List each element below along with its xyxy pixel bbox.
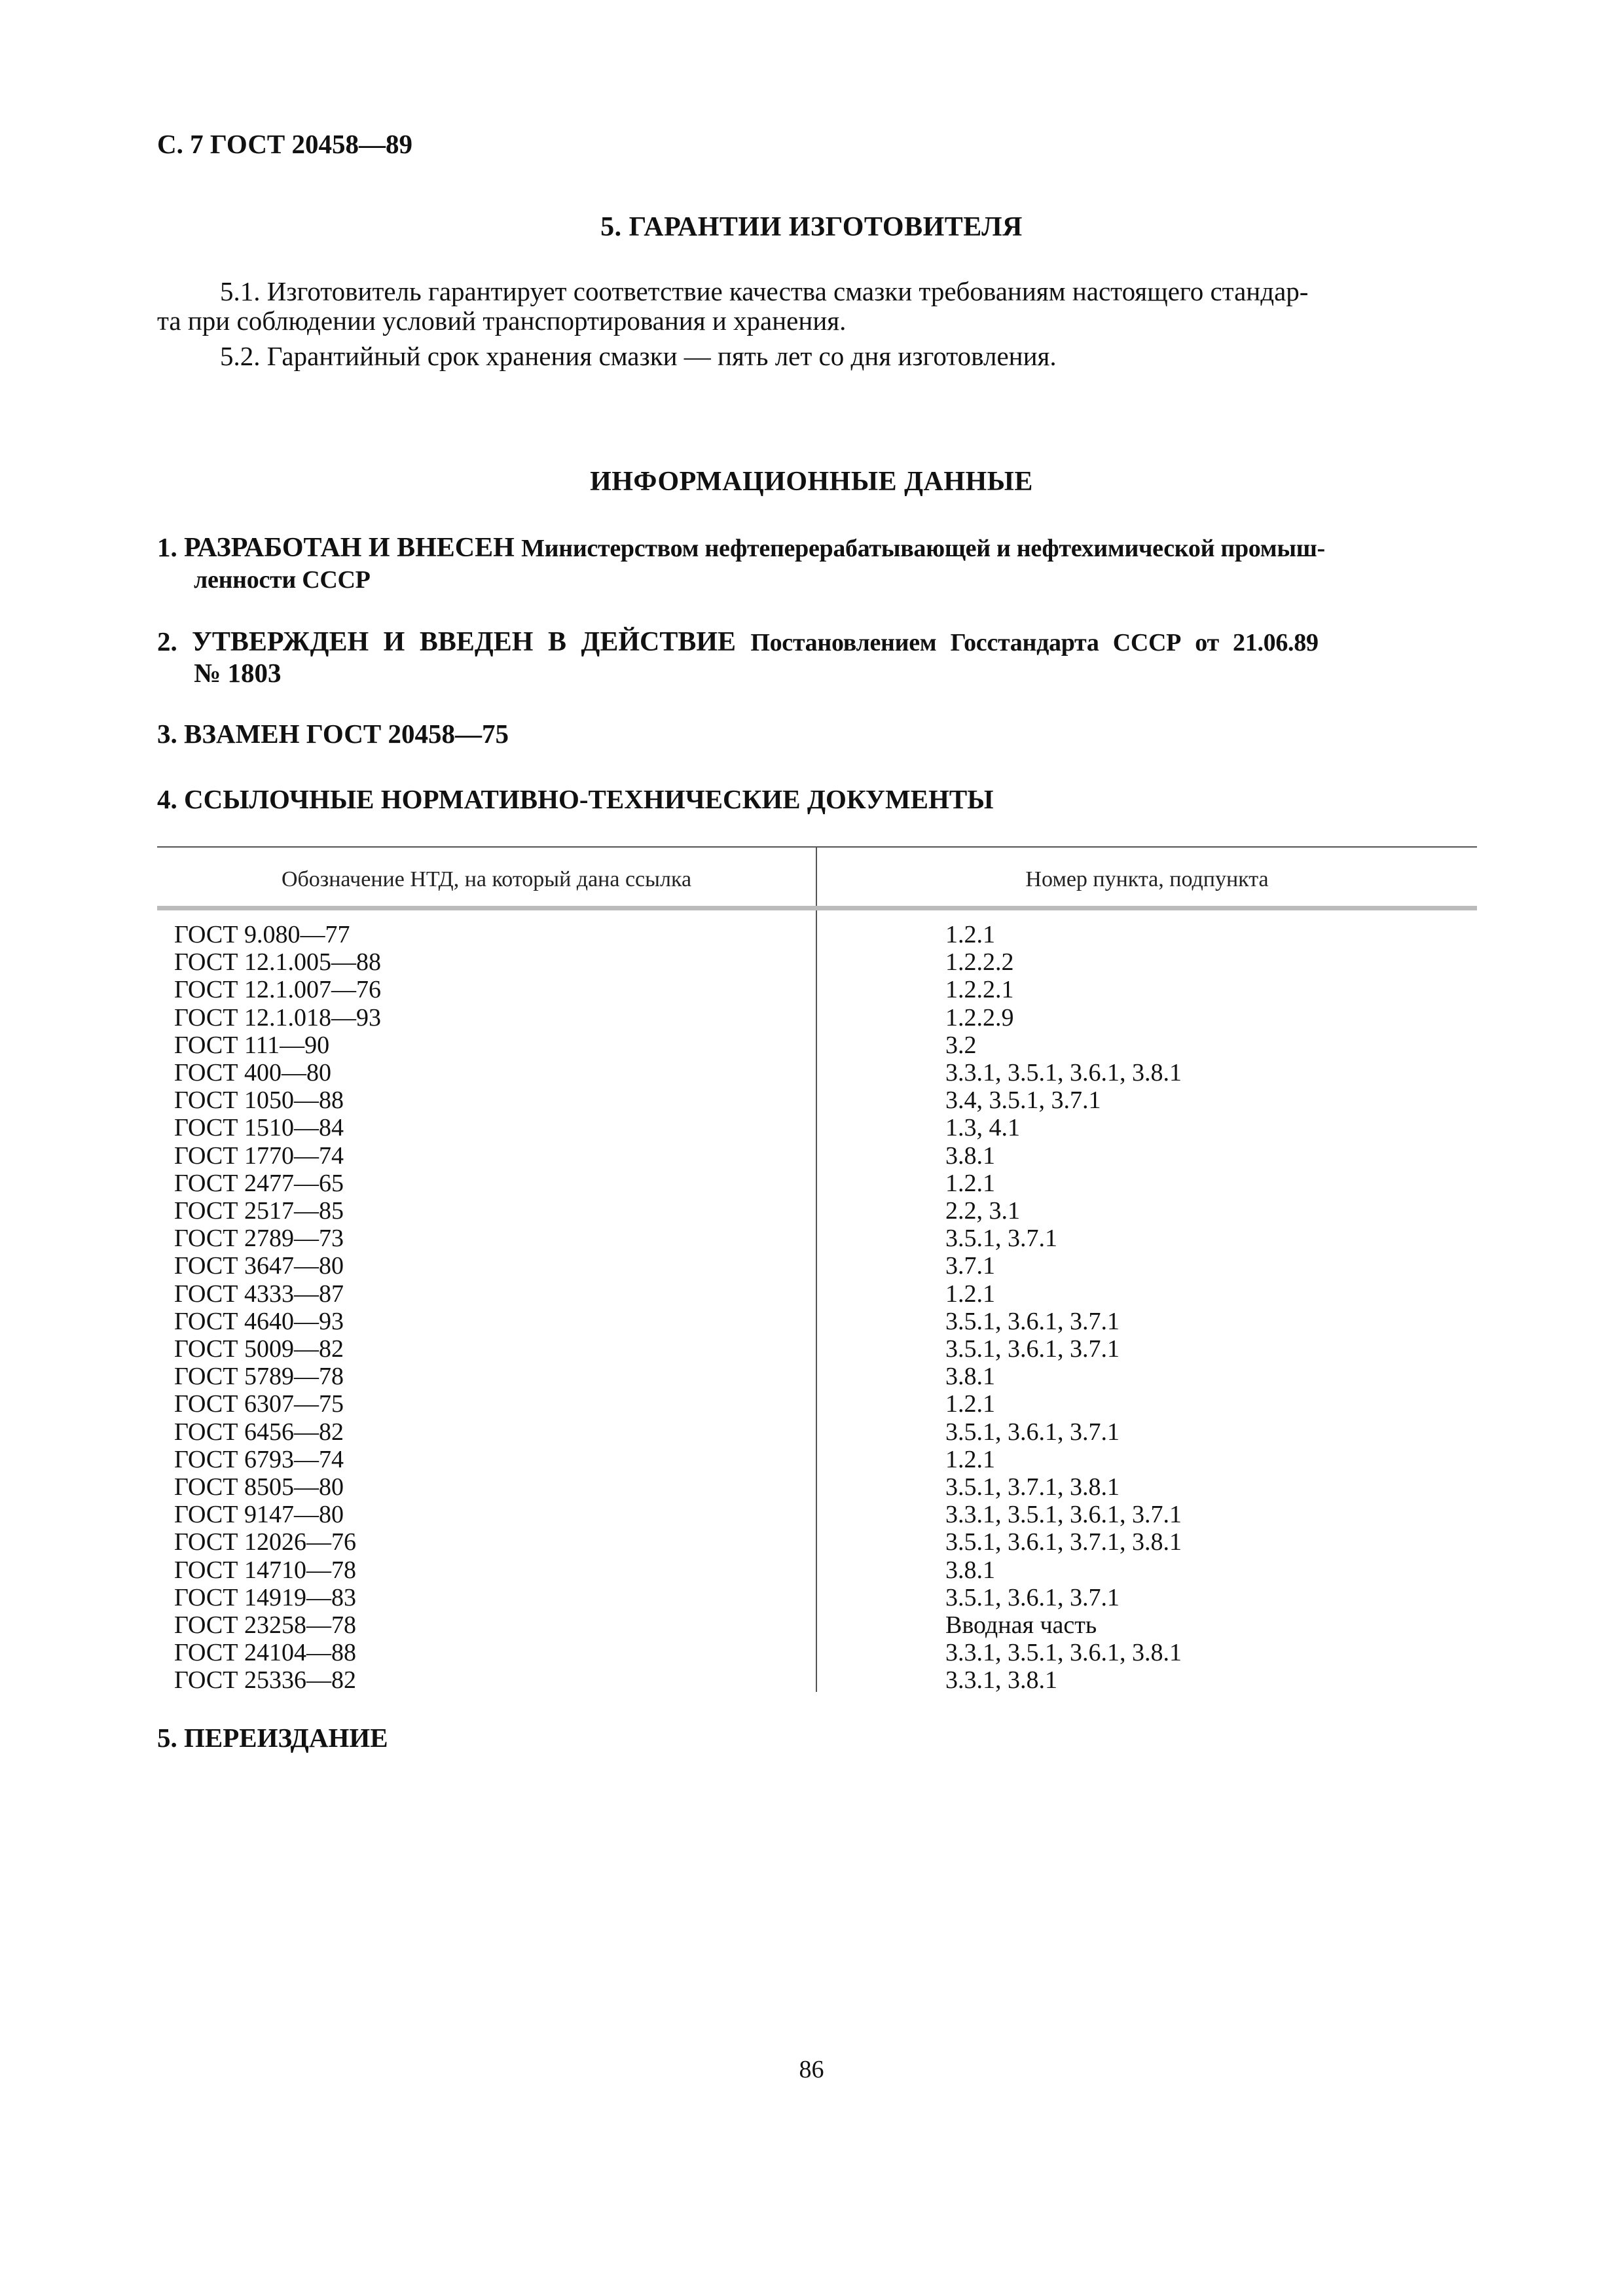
table-cell-designation: ГОСТ 23258—78 [174, 1611, 356, 1639]
table-cell-designation: ГОСТ 111—90 [174, 1031, 330, 1059]
table-cell-designation: ГОСТ 25336—82 [174, 1666, 356, 1694]
info-item-3: 3. ВЗАМЕН ГОСТ 20458—75 [157, 719, 509, 749]
table-cell-clause: 3.8.1 [945, 1363, 995, 1390]
table-cell-designation: ГОСТ 9.080—77 [174, 921, 350, 948]
table-cell-clause: 3.3.1, 3.8.1 [945, 1666, 1057, 1694]
section-5-title: 5. ГАРАНТИИ ИЗГОТОВИТЕЛЯ [600, 212, 1023, 242]
table-cell-clause: 3.7.1 [945, 1252, 995, 1280]
table-cell-designation: ГОСТ 2477—65 [174, 1170, 344, 1197]
table-cell-designation: ГОСТ 14919—83 [174, 1584, 356, 1611]
table-cell-clause: 3.2 [945, 1031, 977, 1059]
info-title: ИНФОРМАЦИОННЫЕ ДАННЫЕ [590, 467, 1033, 497]
table-cell-clause: 2.2, 3.1 [945, 1197, 1020, 1225]
table-cell-designation: ГОСТ 2789—73 [174, 1225, 344, 1252]
table-cell-designation: ГОСТ 12.1.007—76 [174, 976, 381, 1003]
table-top-rule [157, 846, 1477, 848]
item-1-lead: РАЗРАБОТАН И ВНЕСЕН [184, 533, 515, 563]
table-cell-clause: Вводная часть [945, 1611, 1097, 1639]
table-cell-designation: ГОСТ 6307—75 [174, 1390, 344, 1418]
table-cell-designation: ГОСТ 6456—82 [174, 1418, 344, 1446]
table-cell-clause: 3.3.1, 3.5.1, 3.6.1, 3.8.1 [945, 1059, 1182, 1086]
table-header-designation: Обозначение НТД, на который дана ссылка [281, 867, 692, 891]
table-cell-clause: 3.5.1, 3.7.1, 3.8.1 [945, 1473, 1120, 1501]
info-item-1-line-2 [194, 563, 371, 594]
table-cell-clause: 3.5.1, 3.6.1, 3.7.1 [945, 1308, 1120, 1335]
table-cell-designation: ГОСТ 5009—82 [174, 1335, 344, 1363]
info-item-5: 5. ПЕРЕИЗДАНИЕ [157, 1723, 388, 1753]
table-header-rule [157, 906, 1477, 910]
table-cell-designation: ГОСТ 12026—76 [174, 1528, 356, 1556]
table-cell-clause: 3.8.1 [945, 1142, 995, 1170]
table-cell-clause: 3.5.1, 3.6.1, 3.7.1 [945, 1418, 1120, 1446]
table-cell-designation: ГОСТ 4333—87 [174, 1280, 344, 1308]
table-cell-clause: 3.5.1, 3.6.1, 3.7.1 [945, 1584, 1120, 1611]
paragraph-5-1-line-1: 5.1. Изготовитель гарантирует соответствие качества смазки требованиям настоящего стандар- [220, 276, 1309, 306]
table-cell-designation: ГОСТ 1770—74 [174, 1142, 344, 1170]
table-cell-clause: 1.2.1 [945, 921, 995, 948]
item-1-text-continued: ленности СССР [194, 566, 371, 594]
table-cell-clause: 3.4, 3.5.1, 3.7.1 [945, 1086, 1101, 1114]
table-cell-designation: ГОСТ 2517—85 [174, 1197, 344, 1225]
table-cell-clause: 1.2.2.1 [945, 976, 1014, 1003]
table-cell-designation: ГОСТ 5789—78 [174, 1363, 344, 1390]
table-cell-clause: 1.3, 4.1 [945, 1114, 1020, 1141]
info-item-4: 4. ССЫЛОЧНЫЕ НОРМАТИВНО-ТЕХНИЧЕСКИЕ ДОКУМЕНТЫ [157, 784, 994, 814]
table-cell-clause: 3.8.1 [945, 1556, 995, 1584]
table-cell-clause: 1.2.2.2 [945, 948, 1014, 976]
table-cell-designation: ГОСТ 24104—88 [174, 1639, 356, 1666]
paragraph-5-2: 5.2. Гарантийный срок хранения смазки — пять лет со дня изготовления. [220, 341, 1057, 371]
page-number: 86 [799, 2056, 824, 2083]
table-cell-clause: 3.5.1, 3.6.1, 3.7.1, 3.8.1 [945, 1528, 1182, 1556]
table-cell-clause: 3.5.1, 3.6.1, 3.7.1 [945, 1335, 1120, 1363]
info-item-2-line-2: № 1803 [194, 658, 282, 688]
table-cell-designation: ГОСТ 12.1.005—88 [174, 948, 381, 976]
table-cell-designation: ГОСТ 9147—80 [174, 1501, 344, 1528]
table-cell-clause: 1.2.2.9 [945, 1004, 1014, 1031]
table-cell-clause: 3.3.1, 3.5.1, 3.6.1, 3.8.1 [945, 1639, 1182, 1666]
info-item-1 [157, 531, 1325, 564]
table-cell-designation: ГОСТ 12.1.018—93 [174, 1004, 381, 1031]
info-item-2 [157, 626, 1319, 658]
table-cell-clause: 1.2.1 [945, 1170, 995, 1197]
item-2-text: Постановлением Госстандарта СССР от 21.06.89 [750, 629, 1319, 656]
item-2-lead: УТВЕРЖДЕН И ВВЕДЕН В ДЕЙСТВИЕ [192, 627, 737, 657]
table-cell-designation: ГОСТ 6793—74 [174, 1446, 344, 1473]
table-cell-designation: ГОСТ 400—80 [174, 1059, 331, 1086]
table-cell-designation: ГОСТ 1510—84 [174, 1114, 344, 1141]
table-cell-clause: 1.2.1 [945, 1280, 995, 1308]
running-header: С. 7 ГОСТ 20458—89 [157, 129, 413, 159]
table-cell-designation: ГОСТ 4640—93 [174, 1308, 344, 1335]
table-cell-designation: ГОСТ 1050—88 [174, 1086, 344, 1114]
table-cell-clause: 3.3.1, 3.5.1, 3.6.1, 3.7.1 [945, 1501, 1182, 1528]
table-cell-designation: ГОСТ 3647—80 [174, 1252, 344, 1280]
table-cell-clause: 3.5.1, 3.7.1 [945, 1225, 1057, 1252]
table-cell-designation: ГОСТ 8505—80 [174, 1473, 344, 1501]
paragraph-5-1-line-2: та при соблюдении условий транспортирования и хранения. [157, 306, 847, 336]
item-2-number: 2. [157, 626, 177, 656]
table-cell-designation: ГОСТ 14710—78 [174, 1556, 356, 1584]
item-1-number: 1. [157, 532, 177, 562]
table-header-clause: Номер пункта, подпункта [1025, 867, 1269, 891]
item-1-text: Министерством нефтеперерабатывающей и нефтехимической промыш- [521, 535, 1325, 562]
table-column-divider [816, 846, 817, 1692]
table-cell-clause: 1.2.1 [945, 1446, 995, 1473]
table-cell-clause: 1.2.1 [945, 1390, 995, 1418]
